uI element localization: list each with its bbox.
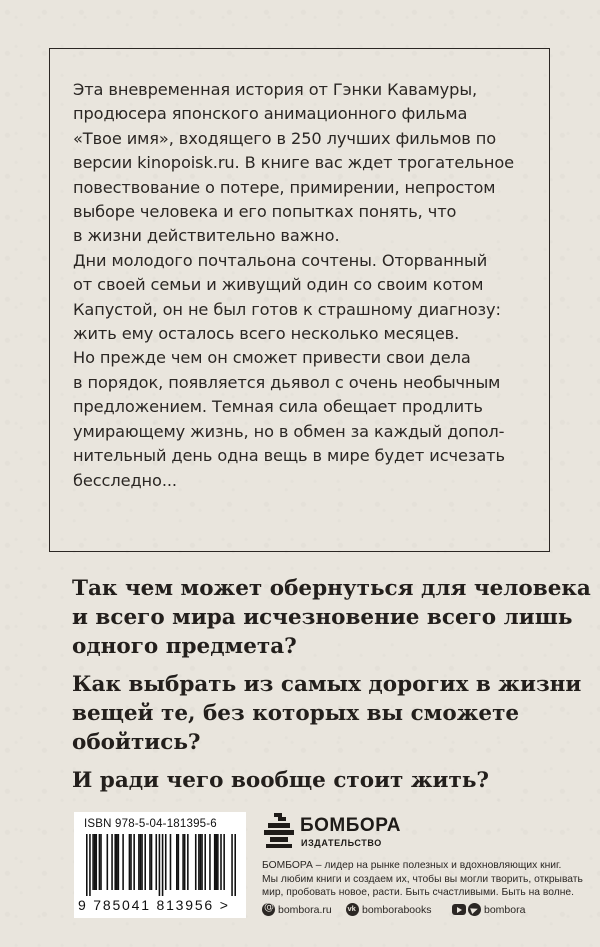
about-line: Мы любим книги и создаем их, чтобы вы могли творить, открывать <box>262 873 583 885</box>
barcode-bar <box>215 834 217 890</box>
question-block <box>72 574 591 804</box>
vk-icon <box>346 903 359 916</box>
barcode-bar <box>140 834 142 890</box>
social-vk[interactable] <box>346 903 431 916</box>
barcode-bar <box>130 834 132 890</box>
barcode-bar <box>114 834 116 890</box>
barcode-bar <box>223 834 225 890</box>
barcode-bar <box>162 834 164 896</box>
question-line: Так чем может обернуться для человека <box>72 576 591 601</box>
synopsis-line: «Твое имя», входящего в 250 лучших фильмов по <box>73 128 497 148</box>
barcode-bar <box>159 834 161 896</box>
barcode-bar <box>184 834 186 890</box>
barcode-bar <box>187 834 189 890</box>
barcode-bar <box>165 834 167 890</box>
at-icon <box>262 903 275 916</box>
barcode-bar <box>116 834 118 890</box>
barcode-bar <box>200 834 202 890</box>
barcode-bar <box>95 834 97 890</box>
barcode-bar <box>94 834 96 890</box>
barcode-digits: 9 785041 813956 > <box>78 897 230 913</box>
synopsis-line: продюсера японского анимационного фильма <box>73 104 468 124</box>
barcode-bar <box>144 834 146 890</box>
barcode-bar <box>178 834 180 890</box>
synopsis-line: Но прежде чем он сможет привести свои дела <box>73 348 471 368</box>
barcode-bar <box>170 834 172 890</box>
synopsis-line: умирающему жизнь, но в обмен за каждый допол- <box>73 421 505 441</box>
barcode-bar <box>138 834 140 890</box>
barcode-bar <box>151 834 153 890</box>
publisher-logo <box>262 811 422 851</box>
barcode-bar <box>198 834 200 890</box>
barcode-bar <box>133 834 135 890</box>
synopsis-line: от своей семьи и живущий один со своим котом <box>73 275 484 295</box>
barcode-bar <box>182 834 184 890</box>
barcode-bar <box>201 834 203 890</box>
synopsis-line: жить ему осталось всего несколько месяцев. <box>73 324 460 344</box>
question-line: вещей те, без которых вы сможете <box>72 701 520 726</box>
social-youtube-telegram[interactable] <box>452 903 525 916</box>
logo-subtitle: ИЗДАТЕЛЬСТВО <box>301 838 382 848</box>
synopsis-line: версии kinopoisk.ru. В книге вас ждет трогательное <box>73 153 515 173</box>
barcode-bar <box>99 834 101 890</box>
telegram-icon <box>468 903 481 916</box>
synopsis-text <box>73 78 543 493</box>
barcode-bar <box>89 834 91 896</box>
barcode-bars <box>86 834 236 896</box>
question-line: И ради чего вообще стоит жить? <box>72 768 490 793</box>
isbn-label: ISBN 978-5-04-181395-6 <box>84 818 217 830</box>
synopsis-line: выборе человека и его попытках понять, что <box>73 202 457 222</box>
barcode-bar <box>122 834 124 890</box>
barcode-bar <box>214 834 216 890</box>
question-3 <box>72 766 572 795</box>
social-label: bombora <box>484 903 526 916</box>
social-site[interactable] <box>262 903 332 916</box>
question-2 <box>72 670 582 757</box>
barcode-bar <box>195 834 197 890</box>
barcode-bar <box>118 834 120 890</box>
youtube-icon <box>452 904 466 915</box>
barcode <box>74 812 246 918</box>
bombora-logo-icon <box>262 811 296 849</box>
barcode-bar <box>231 834 233 896</box>
barcode-bar <box>234 834 236 896</box>
synopsis-line: в порядок, появляется дьявол с очень необычным <box>73 372 501 392</box>
barcode-bar <box>217 834 219 890</box>
logo-name: БОМБОРА <box>300 815 401 836</box>
about-line: мир, пробовать новое, расти. Быть счастливыми. Быть на волне. <box>262 887 575 899</box>
barcode-bar <box>209 834 211 890</box>
barcode-bar <box>111 834 113 890</box>
barcode-bar <box>141 834 143 890</box>
barcode-bar <box>129 834 131 890</box>
barcode-bar <box>107 834 109 890</box>
synopsis-line: Эта вневременная история от Гэнки Кавамуры, <box>73 80 478 99</box>
question-line: обойтись? <box>72 730 201 755</box>
question-1 <box>72 574 591 661</box>
barcode-bar <box>149 834 151 890</box>
synopsis-line: бесследно... <box>73 470 177 490</box>
synopsis-line: Капустой, он не был готов к страшному диагнозу: <box>73 299 501 319</box>
synopsis-line: Дни молодого почтальона сочтены. Оторванный <box>73 250 488 270</box>
barcode-bar <box>100 834 102 890</box>
synopsis-line: нительный день одна вещь в мире будет исчезать <box>73 446 505 466</box>
question-line: одного предмета? <box>72 634 297 659</box>
synopsis-line: в жизни действительно важно. <box>73 226 340 246</box>
barcode-bar <box>176 834 178 890</box>
barcode-bar <box>86 834 88 896</box>
synopsis-line: повествование о потере, примирении, непростом <box>73 177 496 197</box>
barcode-bar <box>204 834 206 890</box>
about-line: БОМБОРА – лидер на рынке полезных и вдохновляющих книг. <box>262 860 562 871</box>
social-label: bomborabooks <box>362 903 432 916</box>
question-line: Как выбрать из самых дорогих в жизни <box>72 672 582 697</box>
social-label: bombora.ru <box>278 903 332 916</box>
social-links <box>262 903 592 919</box>
barcode-bar <box>155 834 157 890</box>
publisher-about <box>262 859 582 900</box>
barcode-bar <box>220 834 222 890</box>
barcode-bar <box>92 834 94 890</box>
synopsis-line: предложением. Темная сила обещает продлить <box>73 397 483 417</box>
question-line: и всего мира исчезновение всего лишь <box>72 605 573 630</box>
